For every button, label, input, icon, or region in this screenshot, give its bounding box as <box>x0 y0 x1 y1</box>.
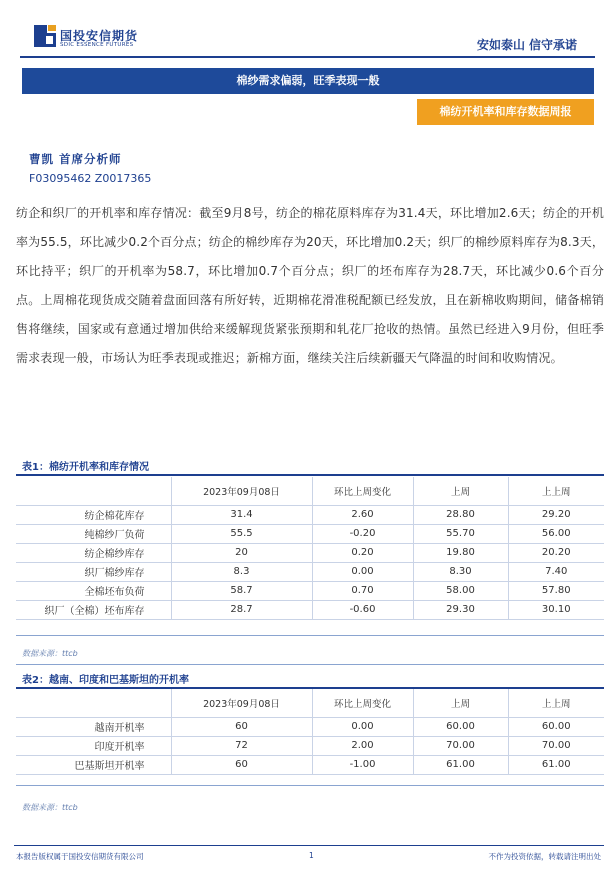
table-cell: 0.00 <box>312 562 413 581</box>
analyst-name: 曹凯 首席分析师 <box>29 152 122 166</box>
summary-paragraph: 纺企和织厂的开机率和库存情况：截至9月8号，纺企的棉花原料库存为31.4天，环比增加2.6天；纺企的开机率为55.5，环比减少0.2个百分点；纺企的棉纱库存为20天，环比增加0.2天；织厂的棉纱原料库存为8.3天，环比持平；织厂的开机率为58.7，环比增加0.7个百分点；织厂的坯布库存为28.7天，环比减少0.6个百分点。上周棉花现货成交随着盘面回落有所好转，近期棉花滑准税配额已经发放，且在新棉收购期间，储备棉销售将继续，国家或有意通过增加供给来缓解现货紧张预期和轧花厂抢收的热情。虽然已经进入9月份，但旺季需求表现一般，市场认为旺季表现或推迟；新棉方面，继续关注后续新疆天气降温的时间和收购情况。 <box>16 206 604 365</box>
row-label: 全棉坯布负荷 <box>16 581 171 600</box>
header-divider <box>20 56 595 58</box>
table-row <box>16 543 604 562</box>
report-title-banner: 棉纱需求偏弱，旺季表现一般 <box>22 68 594 94</box>
column-header: 环比上周变化 <box>312 477 413 505</box>
slogan <box>477 36 577 53</box>
table-row <box>16 562 604 581</box>
slogan-part-1: 安如泰山 <box>476 38 525 52</box>
table-cell: 8.3 <box>171 562 312 581</box>
table-cell: 7.40 <box>508 562 604 581</box>
footer-copyright: 本报告版权属于国投安信期货有限公司 <box>16 852 144 861</box>
table-cell: 29.20 <box>508 505 604 524</box>
table-cell: 60 <box>171 717 312 736</box>
table-row <box>16 600 604 619</box>
table1-bottom-rule <box>16 635 604 636</box>
row-label: 纺企棉纱库存 <box>16 543 171 562</box>
row-label: 纺企棉花库存 <box>16 505 171 524</box>
table-cell: 57.80 <box>508 581 604 600</box>
table-cell: 60.00 <box>508 717 604 736</box>
table-header-row <box>16 477 604 505</box>
table-cell: 70.00 <box>508 736 604 755</box>
row-label: 印度开机率 <box>16 736 171 755</box>
table-cell: 19.80 <box>413 543 508 562</box>
table1 <box>16 477 604 620</box>
table-cell: 0.20 <box>312 543 413 562</box>
table-cell: 58.7 <box>171 581 312 600</box>
analyst-cert-number: F03095462 Z0017365 <box>29 172 152 185</box>
column-header: 环比上周变化 <box>312 689 413 717</box>
table2-bottom-rule <box>16 785 604 786</box>
table-cell: 61.00 <box>508 755 604 774</box>
table-cell: -0.60 <box>312 600 413 619</box>
table-cell: 20.20 <box>508 543 604 562</box>
column-header: 2023年09月08日 <box>171 689 312 717</box>
table-cell: 72 <box>171 736 312 755</box>
table-row <box>16 524 604 543</box>
table-cell: 30.10 <box>508 600 604 619</box>
column-header: 上周 <box>413 477 508 505</box>
row-label: 织厂（全棉）坯布库存 <box>16 600 171 619</box>
table-cell: -0.20 <box>312 524 413 543</box>
row-label: 巴基斯坦开机率 <box>16 755 171 774</box>
table-cell: 61.00 <box>413 755 508 774</box>
table1-title: 表1：棉纺开机率和库存情况 <box>22 462 149 473</box>
table2-source: 数据来源：ttcb <box>22 803 78 812</box>
section-tag: 棉纺开机率和库存数据周报 <box>417 99 594 125</box>
table-cell: 56.00 <box>508 524 604 543</box>
table-row <box>16 505 604 524</box>
table2-title: 表2：越南、印度和巴基斯坦的开机率 <box>22 675 189 686</box>
table2 <box>16 689 604 775</box>
table1-top-rule <box>16 474 604 476</box>
table-row <box>16 755 604 774</box>
table-cell: 58.00 <box>413 581 508 600</box>
table-row <box>16 736 604 755</box>
table-cell: 29.30 <box>413 600 508 619</box>
table-cell: 2.60 <box>312 505 413 524</box>
row-label: 纯棉纱厂负荷 <box>16 524 171 543</box>
slogan-part-2: 信守承诺 <box>528 38 577 52</box>
table1-source: 数据来源：ttcb <box>22 649 78 658</box>
table-cell: 28.80 <box>413 505 508 524</box>
column-header: 2023年09月08日 <box>171 477 312 505</box>
table-cell: 55.70 <box>413 524 508 543</box>
column-header: 上周 <box>413 689 508 717</box>
company-logo-icon <box>34 25 56 47</box>
row-label: 织厂棉纱库存 <box>16 562 171 581</box>
footer-disclaimer: 不作为投资依据，转载请注明出处 <box>488 852 601 861</box>
column-header: 上上周 <box>508 477 604 505</box>
table-row <box>16 581 604 600</box>
page-header <box>0 0 615 62</box>
column-header <box>16 689 171 717</box>
company-name-en: SDIC ESSENCE FUTURES <box>60 42 134 48</box>
column-header <box>16 477 171 505</box>
table-cell: 0.70 <box>312 581 413 600</box>
table-cell: 2.00 <box>312 736 413 755</box>
footer-divider <box>14 845 604 846</box>
table-cell: 8.30 <box>413 562 508 581</box>
table-cell: 28.7 <box>171 600 312 619</box>
table-cell: 70.00 <box>413 736 508 755</box>
table-cell: 31.4 <box>171 505 312 524</box>
table-cell: 55.5 <box>171 524 312 543</box>
company-name-cn: 国投安信期货 <box>60 29 139 43</box>
table-cell: 0.00 <box>312 717 413 736</box>
table-row <box>16 717 604 736</box>
table-header-row <box>16 689 604 717</box>
table-cell: 60.00 <box>413 717 508 736</box>
column-header: 上上周 <box>508 689 604 717</box>
source1-rule <box>16 664 604 665</box>
table-cell: 60 <box>171 755 312 774</box>
row-label: 越南开机率 <box>16 717 171 736</box>
table-cell: 20 <box>171 543 312 562</box>
page-number: 1 <box>309 851 314 860</box>
table-cell: -1.00 <box>312 755 413 774</box>
